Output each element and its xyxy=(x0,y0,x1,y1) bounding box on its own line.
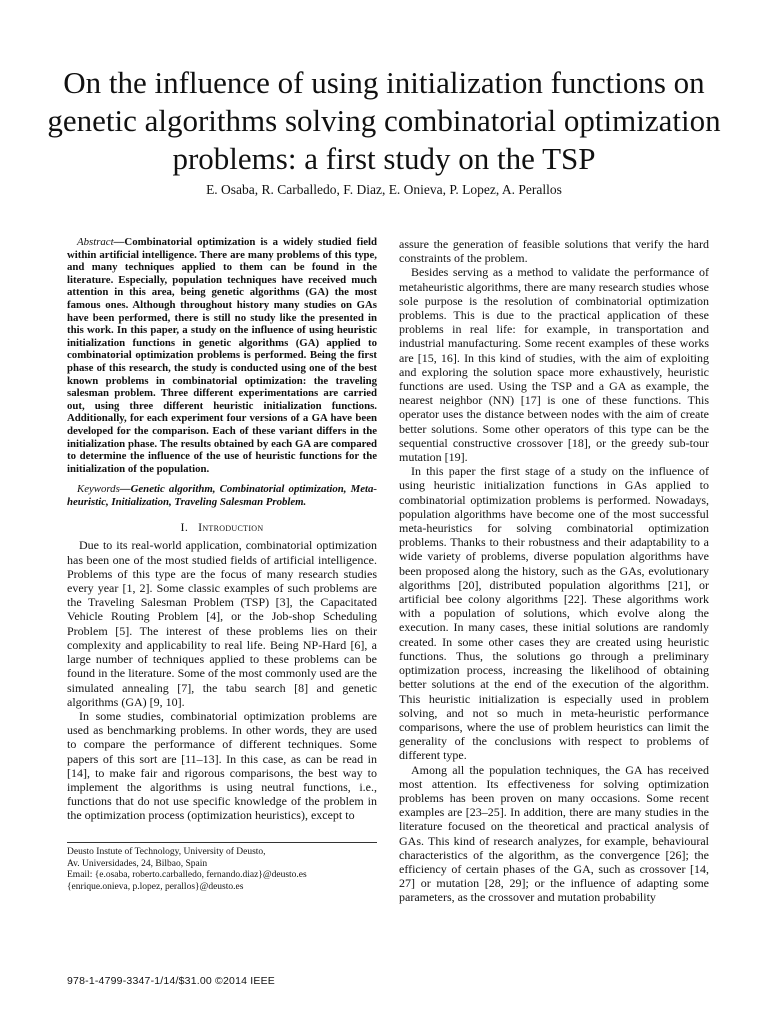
right-paragraph-2: Besides serving as a method to validate the performance of metaheuristic algorithms, there are many research studies whose sole purpose is the resolution of combinatorial optimization problems. This is due to the practical application of these problems in real life: for example, in transportation and industrial manufacturing. Some recent examples of these works are [15, 16]. In this kind of studies, with the aim of exploiting and exploring the solution space more exhaustively, heuristic functions are used. Using the TSP and a GA as example, the nearest neighbor (NN) [17] is one of these functions. This operator uses the distance between nodes with the aim of create better solutions. Some other operators of this type can be the sequential constructive crossover [18], or the greedy sub-tour mutation [19]. xyxy=(399,265,709,465)
footnote-line: Av. Universidades, 24, Bilbao, Spain xyxy=(67,858,208,869)
copyright-notice: 978-1-4799-3347-1/14/$31.00 ©2014 IEEE xyxy=(67,975,275,987)
section-heading-introduction xyxy=(67,520,377,534)
abstract xyxy=(67,236,377,475)
abstract-text: —Combinatorial optimization is a widely studied field within artificial intelligence. There are many problems of this type, and many techniques applied to them can be found in the literature. Especially, population techniques have received much attention in this area, being genetic algorithms (GA) the most famous ones. Although throughout history many studies on GAs have been performed, there is still no study like the presented in this work. In this paper, a study on the influence of using heuristic initialization functions in genetic algorithms (GA) applied to combinatorial optimization problems is performed. Being the first phase of this research, the study is conducted using one of the best known problems in combinatorial optimization: the traveling salesman problem. Three different experimentations are carried out, using three different heuristic initialization functions. Additionally, for each experiment four versions of a GA have been developed for the comparison. Each of these variant differs in the initialization phase. The results obtained by each GA are compared to determine the influence of the use of heuristic functions for the initialization of the population. xyxy=(67,236,377,475)
intro-paragraph-2: In some studies, combinatorial optimization problems are used as benchmarking problems. In other words, they are used to compare the performance of different techniques. Some papers of this sort are [11–13]. In this case, as can be read in [14], to make fair and rigorous comparisons, the best way to implement the algorithms is using neutral functions, i.e., functions that do not use specific knowledge of the problem in the optimization process (optimization heuristics), except to xyxy=(67,708,377,823)
keywords-text: —Genetic algorithm, Combinatorial optimization, Meta-heuristic, Initialization, Traveling Salesman Problem. xyxy=(67,483,377,508)
right-paragraph-3: In this paper the first stage of a study on the influence of using heuristic initialization functions in GAs applied to combinatorial optimization problems is performed. Nowadays, population algorithms have become one of the most successful meta-heuristics for solving combinatorial optimization problems. Thanks to their robustness and their adaptability to a wide variety of problems, diverse population algorithms have been proposed along the history, such as the GAs, evolutionary algorithms [20], distributed population algorithms [21], or artificial bee colony algorithms [22]. These algorithms work with a population of solutions, which evolve along the execution. In many cases, these initial solutions are randomly created. In some other cases they are created using heuristic functions. Thus, the solutions go through a preliminary optimization process, increasing the likelihood of obtaining better solutions at the end of the execution of the algorithm. This heuristic initialization is especially used in problem solving, and not so much in meta-heuristic performance comparisons, where the use of problem heuristics can limit the generality of the conclusions with respect to problems of different type. xyxy=(399,464,709,763)
keywords xyxy=(67,483,377,508)
footnote-divider xyxy=(67,842,377,843)
intro-paragraph-1: Due to its real-world application, combinatorial optimization has been one of the most studied fields of artificial intelligence. Problems of this type are the focus of many research studies every year [1, 2]. Some classic examples of such problems are the Traveling Salesman Problem (TSP) [3], the Capacitated Vehicle Routing Problem [4], or the Job-shop Scheduling Problem [5]. The interest of these problems lies on their complexity and applicability to real life. Being NP-Hard [6], a large number of techniques applied to these problems can be found in the literature. Some of the most commonly used are the simulated annealing [7], the tabu search [8] and genetic algorithms (GA) [9, 10]. xyxy=(67,538,377,709)
footnote-line: Deusto Instute of Technology, University of Deusto, xyxy=(67,847,266,857)
paper-title: On the influence of using initialization functions on genetic algorithms solving combinatorial optimization problems: a first study on the TSP xyxy=(47,65,721,176)
left-column xyxy=(67,236,377,823)
author-list: E. Osaba, R. Carballedo, F. Diaz, E. Onieva, P. Lopez, A. Perallos xyxy=(206,182,562,197)
section-title: Introduction xyxy=(198,520,264,535)
keywords-label: Keywords xyxy=(77,483,120,496)
footnote-line: Email: {e.osaba, roberto.carballedo, fernando.diaz}@deusto.es xyxy=(67,870,307,880)
footnote-line: {enrique.onieva, p.lopez, perallos}@deusto.es xyxy=(67,881,244,892)
section-number: I. xyxy=(180,520,189,535)
right-paragraph-4: Among all the population techniques, the GA has received most attention. Its effectiveness for solving optimization problems has been proven on many occasions. Some recent examples are [23–25]. In addition, there are many studies in the literature focused on the theoretical and practical analysis of GAs. This kind of research analyzes, for example, behavioural characteristics of the algorithm, as the convergence [26]; the efficiency of certain phases of the GA, such as crossover [14, 27] or mutation [28, 29]; or the influence of adapting some parameters, as the crossover and mutation probability xyxy=(399,762,709,905)
affiliation-footnote xyxy=(67,847,377,893)
right-paragraph-1: assure the generation of feasible solutions that verify the hard constraints of the problem. xyxy=(399,237,709,266)
right-column xyxy=(399,237,709,905)
abstract-label: Abstract xyxy=(77,236,114,248)
